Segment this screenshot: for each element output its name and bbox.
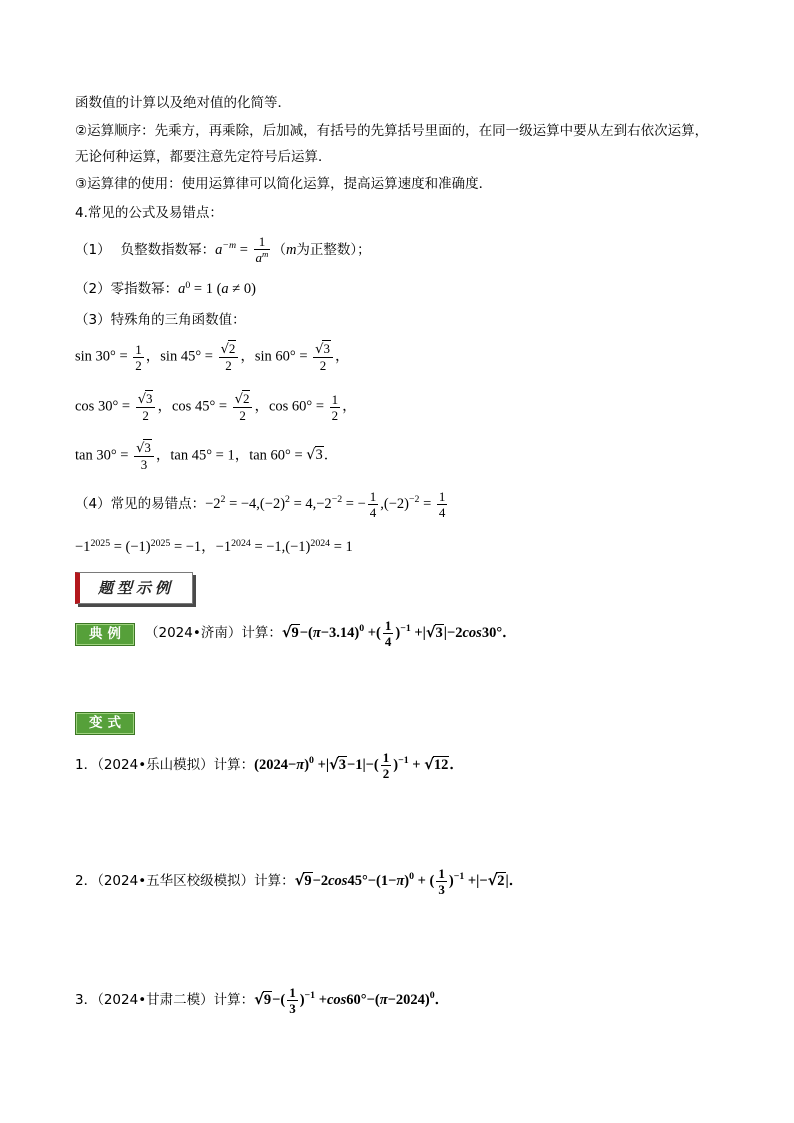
function-name: cos (326, 991, 347, 1008)
fraction-denominator (254, 250, 271, 267)
square-root (138, 391, 154, 406)
sine-values (75, 341, 349, 373)
math-text: −1 (75, 539, 91, 555)
fraction-denominator: 2 (239, 408, 246, 423)
math-text: ，sin 45° = (145, 348, 217, 365)
fraction-numerator (134, 440, 154, 457)
variable: π (396, 872, 405, 889)
radical-sign: √ (329, 756, 339, 773)
exercise-3 (75, 985, 449, 1016)
math-text: ) (299, 991, 305, 1008)
square-root (282, 625, 300, 641)
superscript: −2 (331, 494, 343, 506)
math-text: ，sin 60° = (240, 348, 312, 365)
fraction (437, 489, 448, 520)
math-text: +| (313, 756, 330, 773)
superscript: 2024 (231, 537, 251, 549)
radicand: 3 (144, 440, 151, 455)
operation-laws-text: ③运算律的使用：使用运算律可以简化运算，提高运算速度和准确度． (75, 176, 493, 192)
superscript: −1 (400, 623, 411, 635)
radicand: 2 (242, 391, 250, 406)
square-root (426, 625, 444, 641)
fraction-numerator: 1 (289, 985, 296, 1000)
radical-sign: √ (137, 392, 146, 407)
superscript: 2024 (310, 537, 331, 549)
note-text: 为正整数）； (296, 241, 371, 258)
fraction (313, 341, 333, 373)
math-text: −2 (205, 495, 221, 512)
math-text: ) (448, 872, 454, 889)
radical-sign: √ (306, 447, 316, 464)
radicand: 9 (291, 624, 299, 641)
fraction-denominator: 2 (382, 766, 390, 781)
superscript: 0 (359, 623, 365, 635)
math-expression (254, 985, 450, 1016)
fraction (381, 750, 392, 781)
fraction-numerator: 1 (384, 618, 392, 633)
math-text: + ( (414, 872, 435, 889)
fraction (287, 985, 298, 1016)
problem-source: 2．（2024•五华区校级模拟）计算： (75, 872, 295, 889)
superscript: −1 (453, 871, 465, 883)
math-text: ． (323, 447, 339, 464)
variable: π (312, 624, 321, 641)
radicand: 3 (323, 341, 330, 356)
math-expression (254, 750, 464, 781)
math-expression (178, 281, 256, 297)
item-label: （4）常见的易错点： (75, 495, 206, 512)
math-text: ，cos 60° = (254, 398, 328, 415)
math-text: ， (342, 398, 357, 415)
math-text: = (419, 495, 435, 512)
exercise-2 (75, 866, 523, 897)
math-text: |−2 (443, 624, 463, 641)
fraction-denominator: 2 (142, 408, 149, 423)
fraction-numerator (233, 391, 253, 408)
math-text: ) (393, 756, 399, 773)
radical-sign: √ (234, 392, 243, 407)
fraction-denominator: 3 (289, 1001, 296, 1016)
superscript: m (262, 249, 269, 260)
fraction (330, 392, 341, 423)
negative-exponent-formula (75, 234, 371, 267)
fraction-denominator: 3 (140, 457, 148, 472)
item-name: 负整数指数幂： (120, 241, 216, 258)
math-text: −( (299, 624, 313, 641)
item-label: （1） (75, 241, 111, 258)
math-text: + (315, 991, 327, 1008)
radical-sign: √ (294, 872, 305, 889)
fraction (219, 341, 239, 373)
math-text: 45°−(1− (347, 872, 397, 889)
radicand: 3 (145, 391, 153, 406)
fraction-denominator: 2 (319, 358, 327, 373)
square-root (488, 873, 506, 889)
radicand: 3 (338, 756, 346, 773)
function-name: cos (462, 624, 482, 641)
math-text: −2 (312, 872, 329, 889)
fraction-denominator: 2 (331, 407, 339, 423)
radical-sign: √ (136, 441, 145, 456)
radical-sign: √ (315, 342, 324, 357)
fraction (136, 391, 156, 423)
formulas-heading: 4.常见的公式及易错点： (75, 205, 223, 221)
math-text: +| (410, 624, 426, 641)
fraction (233, 391, 253, 423)
fraction (368, 489, 379, 520)
fraction-denominator: 2 (225, 358, 232, 373)
math-text: = (236, 241, 252, 258)
math-text: ≠ 0) (228, 281, 256, 297)
square-root (136, 440, 152, 455)
radicand: 12 (433, 756, 449, 773)
square-root (424, 757, 449, 773)
radical-sign: √ (254, 991, 264, 1008)
superscript: −m (222, 240, 237, 252)
superscript: 2025 (150, 537, 171, 549)
math-text: = 1 (330, 539, 353, 555)
fraction-denominator: 4 (438, 505, 446, 520)
section-banner: 题型示例 (75, 572, 193, 604)
fraction-numerator: 1 (369, 489, 377, 504)
fraction-numerator (219, 341, 239, 358)
math-text: sin 30° = (75, 348, 132, 365)
math-text: = −1，−1 (170, 539, 232, 555)
superscript: 2 (220, 494, 226, 506)
radical-sign: √ (220, 342, 229, 357)
math-expression (205, 489, 449, 520)
radicand: 9 (263, 991, 272, 1008)
intro-line: 函数值的计算以及绝对值的化简等． (75, 95, 291, 111)
variable: m (285, 241, 297, 258)
superscript: 2025 (90, 537, 111, 549)
fraction (436, 866, 447, 897)
fraction-numerator: 1 (382, 750, 390, 765)
square-root (306, 447, 324, 463)
fraction-numerator: 1 (254, 234, 271, 250)
math-text: +( (364, 624, 381, 641)
power-pitfalls (75, 537, 353, 559)
math-text: −( (272, 991, 286, 1008)
cosine-values (75, 391, 357, 423)
fraction-numerator (313, 341, 333, 358)
problem-source: （2024•济南）计算： (145, 624, 282, 641)
common-pitfalls (75, 489, 449, 520)
radicand: 9 (304, 872, 312, 889)
superscript: 2 (285, 494, 290, 506)
math-expression (281, 618, 517, 649)
item-label: （2）零指数幂： (75, 281, 179, 297)
math-text: = −1,(−1) (250, 539, 311, 555)
math-text: ， (334, 348, 350, 365)
superscript: 0 (185, 279, 191, 291)
math-text: + (408, 756, 425, 773)
math-text: = −4,(−2) (225, 495, 286, 512)
variable: π (296, 756, 305, 773)
note-open: （ (272, 241, 286, 258)
math-text: (2024− (254, 756, 297, 773)
trig-values-label: （3）特殊角的三角函数值： (75, 312, 246, 328)
math-text: |． (505, 872, 524, 889)
math-text: cos 30° = (75, 398, 134, 415)
fraction (133, 342, 144, 373)
square-root (254, 992, 272, 1008)
problem-source: 3．（2024•甘肃二模）计算： (75, 991, 255, 1008)
math-text: tan 30° = (75, 447, 133, 464)
variable: a (215, 241, 223, 258)
fraction-numerator (136, 391, 156, 408)
math-text: −3.14) (320, 624, 360, 641)
math-text: −2024) (387, 991, 430, 1008)
radical-sign: √ (424, 756, 434, 773)
superscript: 0 (429, 990, 435, 1002)
superscript: 0 (409, 871, 415, 883)
square-root (315, 341, 331, 356)
problem-source: 1．（2024•乐山模拟）计算： (75, 756, 255, 773)
superscript: −1 (304, 990, 316, 1002)
variant-badge: 变式 (75, 712, 135, 735)
variable: a (255, 250, 263, 265)
radicand: 2 (228, 341, 236, 356)
example-badge: 典例 (75, 623, 135, 646)
variable: a (178, 281, 186, 297)
math-text: −1|−( (346, 756, 379, 773)
math-text: ) (304, 756, 310, 773)
math-text: ． (434, 991, 450, 1008)
square-root (329, 757, 347, 773)
fraction-denominator: 3 (438, 882, 445, 897)
square-root (235, 391, 251, 406)
superscript: 0 (309, 755, 314, 767)
radicand: 3 (315, 447, 323, 464)
math-text: = 1 ( (190, 281, 222, 297)
math-text: ) (404, 872, 410, 889)
math-text: 30°． (481, 624, 517, 641)
fraction (134, 440, 154, 472)
example-problem (145, 618, 517, 649)
zero-exponent-formula (75, 279, 256, 301)
math-text: ，tan 45° = 1，tan 60° = (155, 447, 307, 464)
math-expression (215, 234, 272, 265)
fraction-denominator: 2 (135, 357, 142, 373)
math-text: = (−1) (110, 539, 151, 555)
math-text: +|− (464, 872, 488, 889)
fraction-numerator: 1 (438, 489, 446, 504)
math-expression (294, 866, 524, 897)
tangent-values (75, 440, 338, 472)
fraction-denominator: 4 (384, 634, 392, 649)
square-root (221, 341, 237, 356)
fraction-numerator: 1 (135, 341, 142, 357)
radical-sign: √ (487, 872, 498, 889)
math-text: 60°−( (346, 991, 380, 1008)
superscript: −1 (398, 755, 409, 767)
superscript: −2 (409, 494, 420, 506)
square-root (295, 873, 313, 889)
radicand: 3 (435, 624, 443, 641)
math-text: = 4,−2 (289, 495, 332, 512)
variable: a (221, 281, 229, 297)
math-text: ． (449, 756, 464, 773)
fraction-denominator: 4 (369, 505, 377, 520)
math-text: ，cos 45° = (157, 398, 231, 415)
math-text: ,(−2) (380, 495, 409, 512)
math-text: ) (395, 624, 401, 641)
radicand: 2 (497, 872, 505, 889)
radical-sign: √ (425, 624, 436, 641)
fraction-numerator: 1 (438, 866, 445, 881)
fraction (383, 618, 394, 649)
operation-order-continued: 无论何种运算，都要注意先定符号后运算． (75, 149, 332, 165)
radical-sign: √ (281, 624, 292, 641)
operation-order-text: ②运算顺序：先乘方，再乘除，后加减，有括号的先算括号里面的，在同一级运算中要从左到右依次运算， (75, 123, 709, 139)
fraction (254, 234, 271, 267)
function-name: cos (328, 872, 348, 889)
variable: π (379, 991, 388, 1008)
math-text: = − (342, 495, 366, 512)
exercise-1 (75, 750, 464, 781)
fraction-numerator: 1 (331, 391, 339, 407)
